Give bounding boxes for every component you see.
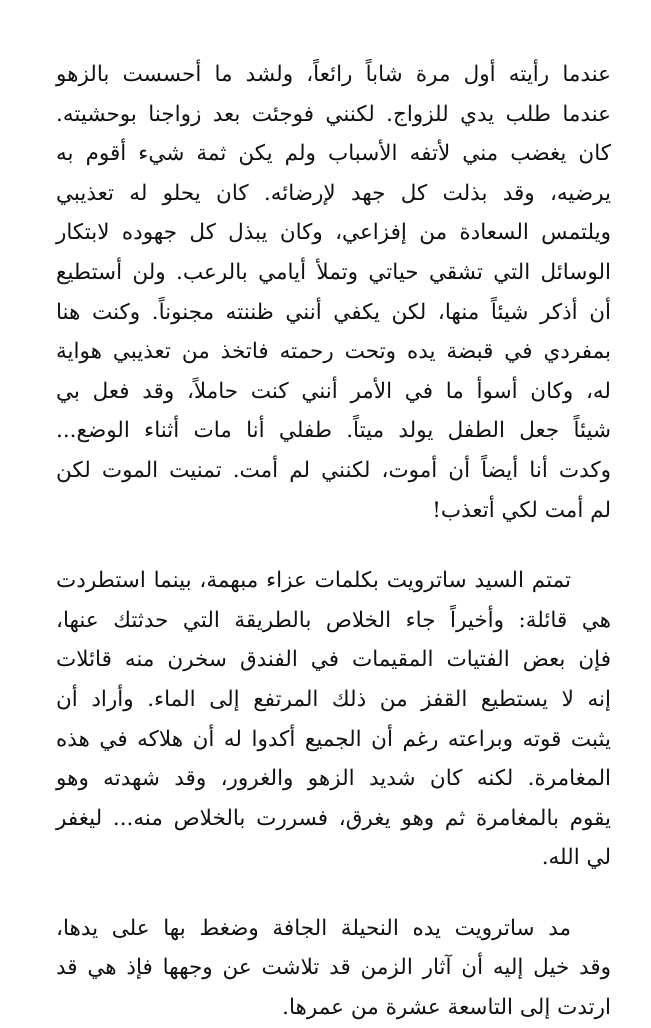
text-line: لي الله. (541, 845, 611, 871)
text-line: يرضيه، وقد بذلت كل جهد لإرضائه. كان يحلو له تعذيبي (56, 180, 611, 206)
text-line: عندما طلب يدي للزواج. لكنني فوجئت بعد زواجنا بوحشيته. (56, 101, 611, 127)
paragraph-2 (56, 561, 611, 878)
text-line: الوسائل التي تشقي حياتي وتملأ أيامي بالرعب. ولن أستطيع (56, 259, 611, 285)
text-line: له، وكان أسوأ ما في الأمر أنني كنت حاملاً، وقد فعل بي (56, 378, 611, 404)
book-page (56, 55, 611, 1028)
text-line: ارتدت إلى التاسعة عشرة من عمرها. (282, 995, 611, 1021)
text-line: شيئاً جعل الطفل يولد ميتاً. طفلي أنا مات أثناء الوضع... (56, 418, 611, 444)
paragraph-3 (56, 909, 611, 1028)
text-line: بمفردي في قبضة يده وتحت رحمته فاتخذ من تعذيبي هواية (56, 339, 611, 365)
text-line: كان يغضب مني لأتفه الأسباب ولم يكن ثمة شيء أقوم به (56, 141, 611, 167)
text-line: يقوم بالمغامرة ثم وهو يغرق، فسررت بالخلاص منه... ليغفر (56, 805, 611, 831)
text-line: ويلتمس السعادة من إفزاعي، وكان يبذل كل جهوده لابتكار (56, 220, 611, 246)
text-line: إنه لا يستطيع القفز من ذلك المرتفع إلى الماء. وأراد أن (56, 686, 611, 712)
text-line: عندما رأيته أول مرة شاباً رائعاً، ولشد ما أحسست بالزهو (56, 62, 611, 87)
text-line: فإن بعض الفتيات المقيمات في الفندق سخرن منه قائلات (56, 647, 611, 673)
text-line: هي قائلة: وأخيراً جاء الخلاص بالطريقة التي حدثتك عنها، (56, 607, 611, 633)
text-line: وكدت أنا أيضاً أن أموت، لكنني لم أمت. تمنيت الموت لكن (56, 457, 611, 483)
paragraph-1 (56, 55, 611, 530)
text-line: أن أذكر شيئاً منها، لكن يكفي أنني ظننته مجنوناً. وكنت هنا (56, 299, 611, 325)
text-line: المغامرة. لكنه كان شديد الزهو والغرور، وقد شهدته وهو (56, 766, 611, 792)
text-line: مد ساترويت يده النحيلة الجافة وضغط بها على يدها، (56, 915, 571, 941)
text-line: وقد خيل إليه أن آثار الزمن قد تلاشت عن وجهها فإذ هي قد (56, 955, 611, 981)
text-line: تمتم السيد ساترويت بكلمات عزاء مبهمة، بينما استطردت (56, 568, 571, 594)
text-line: يثبت قوته وبراعته رغم أن الجميع أكدوا له أن هلاكه في هذه (56, 726, 611, 752)
text-line: لم أمت لكي أتعذب! (432, 497, 611, 523)
